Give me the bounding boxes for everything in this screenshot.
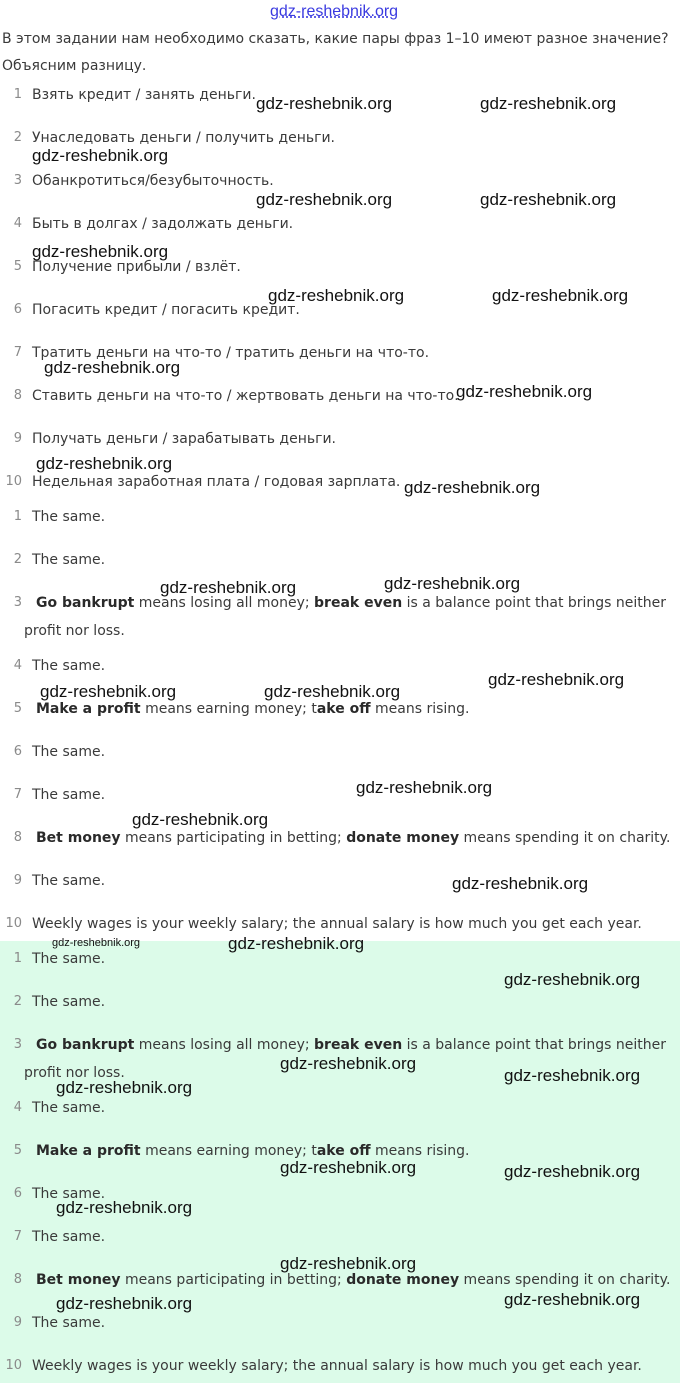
answer-number: 7 — [13, 787, 22, 802]
watermark: gdz-reshebnik.org — [456, 382, 593, 401]
list-item: Взять кредит / занять деньги. — [32, 87, 256, 103]
answer-text: means rising. — [370, 701, 470, 717]
answer-5 — [36, 700, 469, 718]
answer-same: The same. — [32, 744, 106, 760]
watermark: gdz-reshebnik.org — [32, 146, 169, 165]
answer-number: 8 — [13, 830, 22, 845]
term-break-even: break even — [314, 595, 403, 611]
answer-number: 6 — [13, 1186, 22, 1201]
watermark: gdz-reshebnik.org — [480, 94, 617, 113]
list-number: 10 — [5, 474, 22, 489]
answer-number: 1 — [13, 951, 22, 966]
term-donate-money: donate money — [346, 1272, 460, 1288]
watermark: gdz-reshebnik.org — [268, 286, 405, 305]
answer-text: means spending it on charity. — [459, 1272, 671, 1288]
answer-number: 3 — [13, 1037, 22, 1052]
watermark: gdz-reshebnik.org — [492, 286, 629, 305]
watermark: gdz-reshebnik.org — [504, 1066, 641, 1085]
list-number: 9 — [13, 431, 22, 446]
answer-number: 6 — [13, 744, 22, 759]
term-go-bankrupt: Go bankrupt — [36, 595, 135, 611]
watermark: gdz-reshebnik.org — [404, 478, 541, 497]
watermark: gdz-reshebnik.org — [280, 1054, 417, 1073]
watermark: gdz-reshebnik.org — [228, 934, 365, 953]
answer-same: The same. — [32, 1315, 106, 1331]
intro-line-1: В этом задании нам необходимо сказать, какие пары фраз 1–10 имеют разное значение? — [2, 31, 669, 47]
watermark: gdz-reshebnik.org — [36, 454, 173, 473]
answer-text: is a balance point that brings neither — [402, 1037, 667, 1053]
watermark: gdz-reshebnik.org — [452, 874, 589, 893]
watermark: gdz-reshebnik.org — [264, 682, 401, 701]
list-number: 4 — [13, 216, 22, 231]
watermark: gdz-reshebnik.org — [256, 94, 393, 113]
answer-3 — [36, 1036, 666, 1054]
answer-number: 5 — [13, 701, 22, 716]
watermark: gdz-reshebnik.org — [280, 1158, 417, 1177]
watermark: gdz-reshebnik.org — [132, 810, 269, 829]
answer-same: The same. — [32, 1229, 106, 1245]
watermark: gdz-reshebnik.org — [44, 358, 181, 377]
list-number: 6 — [13, 302, 22, 317]
answer-number: 10 — [5, 1358, 22, 1373]
list-item: Быть в долгах / задолжать деньги. — [32, 216, 294, 232]
answer-number: 8 — [13, 1272, 22, 1287]
answer-8 — [36, 829, 670, 847]
answer-same: The same. — [32, 1100, 106, 1116]
header-watermark: gdz-reshebnik.org — [270, 3, 399, 20]
answer-3-continuation: profit nor loss. — [24, 623, 125, 639]
answer-number: 4 — [13, 658, 22, 673]
term-bet-money: Bet money — [36, 1272, 121, 1288]
answer-same: The same. — [32, 951, 106, 967]
answer-10: Weekly wages is your weekly salary; the annual salary is how much you get each year. — [32, 1358, 642, 1374]
answer-3 — [36, 594, 666, 612]
answer-same: The same. — [32, 994, 106, 1010]
term-take-off: ake off — [316, 1143, 371, 1159]
term-make-a-profit: Make a profit — [36, 701, 141, 717]
answer-number: 1 — [13, 509, 22, 524]
answer-number: 2 — [13, 552, 22, 567]
watermark: gdz-reshebnik.org — [480, 190, 617, 209]
answer-same: The same. — [32, 658, 106, 674]
answer-same: The same. — [32, 787, 106, 803]
answer-text: means rising. — [370, 1143, 470, 1159]
answer-number: 9 — [13, 1315, 22, 1330]
list-item: Получать деньги / зарабатывать деньги. — [32, 431, 337, 447]
answer-text: means participating in betting; — [120, 830, 347, 846]
answer-number: 5 — [13, 1143, 22, 1158]
answer-text: means losing all money; — [134, 1037, 315, 1053]
watermark: gdz-reshebnik.org — [32, 242, 169, 261]
answer-same: The same. — [32, 552, 106, 568]
list-item: Ставить деньги на что-то / жертвовать деньги на что-то. — [32, 388, 459, 404]
answer-text: means earning money; t — [140, 701, 317, 717]
answer-3-continuation: profit nor loss. — [24, 1065, 125, 1081]
term-go-bankrupt: Go bankrupt — [36, 1037, 135, 1053]
watermark: gdz-reshebnik.org — [504, 1162, 641, 1181]
answer-text: means losing all money; — [134, 595, 315, 611]
list-item: Тратить деньги на что-то / тратить деньги на что-то. — [32, 345, 430, 361]
term-break-even: break even — [314, 1037, 403, 1053]
answer-same: The same. — [32, 1186, 106, 1202]
answer-text: means participating in betting; — [120, 1272, 347, 1288]
watermark: gdz-reshebnik.org — [256, 190, 393, 209]
list-item: Обанкротиться/безубыточность. — [32, 173, 274, 189]
term-donate-money: donate money — [346, 830, 460, 846]
answer-number: 4 — [13, 1100, 22, 1115]
watermark: gdz-reshebnik.org — [40, 682, 177, 701]
answer-10: Weekly wages is your weekly salary; the annual salary is how much you get each year. — [32, 916, 642, 932]
answer-number: 9 — [13, 873, 22, 888]
list-item: Недельная заработная плата / годовая зарплата. — [32, 474, 401, 490]
watermark: gdz-reshebnik.org — [56, 1294, 193, 1313]
answer-number: 3 — [13, 595, 22, 610]
answer-text: means spending it on charity. — [459, 830, 671, 846]
list-number: 3 — [13, 173, 22, 188]
list-item: Унаследовать деньги / получить деньги. — [32, 130, 336, 146]
watermark: gdz-reshebnik.org — [504, 970, 641, 989]
answer-number: 10 — [5, 916, 22, 931]
list-item: Погасить кредит / погасить кредит. — [32, 302, 300, 318]
term-make-a-profit: Make a profit — [36, 1143, 141, 1159]
answer-same: The same. — [32, 509, 106, 525]
answer-text: means earning money; t — [140, 1143, 317, 1159]
watermark: gdz-reshebnik.org — [504, 1290, 641, 1309]
answer-number: 2 — [13, 994, 22, 1009]
list-number: 2 — [13, 130, 22, 145]
list-number: 8 — [13, 388, 22, 403]
list-number: 7 — [13, 345, 22, 360]
answer-text: is a balance point that brings neither — [402, 595, 667, 611]
watermark: gdz-reshebnik.org — [356, 778, 493, 797]
list-number: 5 — [13, 259, 22, 274]
watermark: gdz-reshebnik.org — [384, 574, 521, 593]
list-number: 1 — [13, 87, 22, 102]
term-take-off: ake off — [316, 701, 371, 717]
watermark: gdz-reshebnik.org — [160, 578, 297, 597]
watermark: gdz-reshebnik.org — [56, 1198, 193, 1217]
answer-same: The same. — [32, 873, 106, 889]
intro-line-2: Объясним разницу. — [2, 58, 147, 74]
watermark: gdz-reshebnik.org — [280, 1254, 417, 1273]
answer-number: 7 — [13, 1229, 22, 1244]
watermark: gdz-reshebnik.org — [52, 937, 141, 949]
term-bet-money: Bet money — [36, 830, 121, 846]
watermark: gdz-reshebnik.org — [56, 1078, 193, 1097]
list-item: Получение прибыли / взлёт. — [32, 259, 241, 275]
watermark: gdz-reshebnik.org — [488, 670, 625, 689]
